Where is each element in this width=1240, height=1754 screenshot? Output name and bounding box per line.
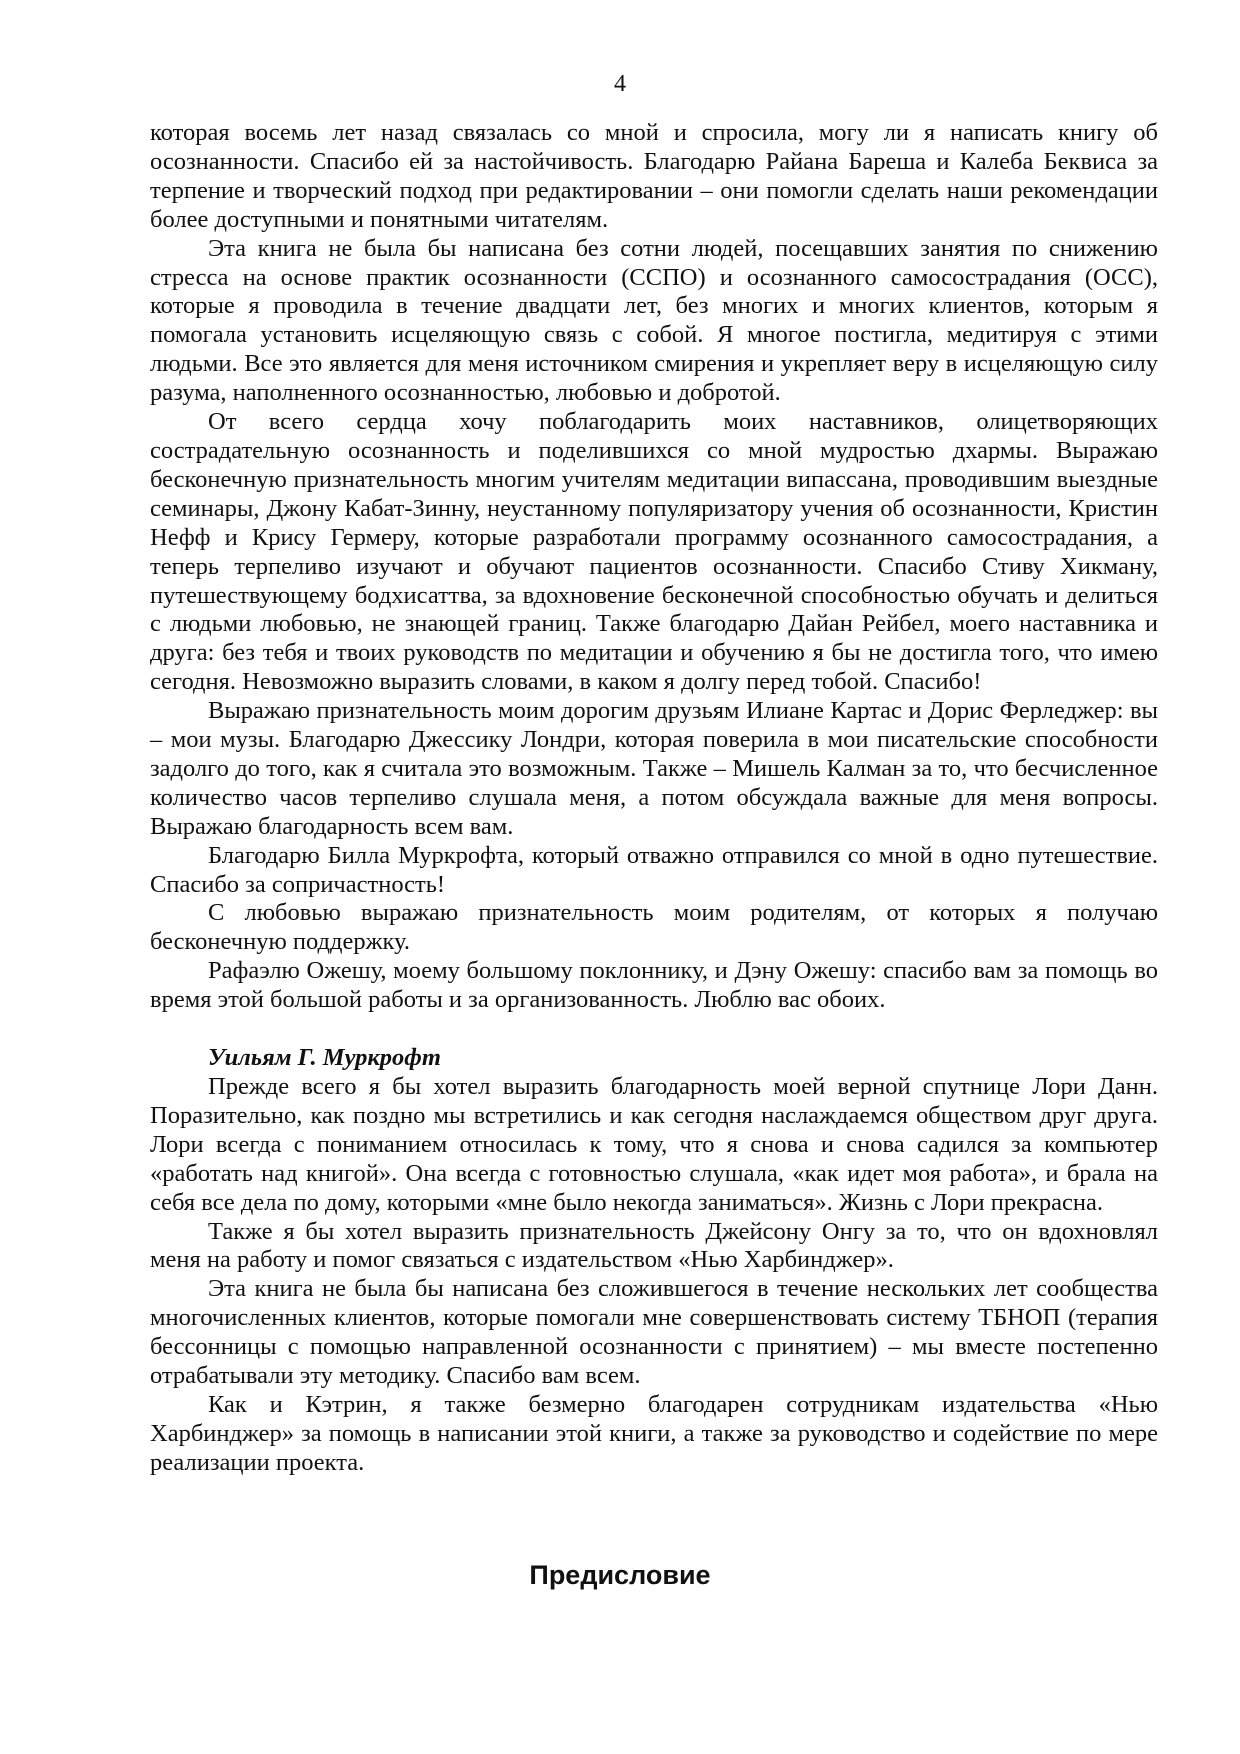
paragraph: Также я бы хотел выразить признательность Джейсону Онгу за то, что он вдохновлял меня на работу и помог связаться с издательством «Нью Харбинджер». [150,1217,1158,1274]
paragraph: От всего сердца хочу поблагодарить моих наставников, олицетворяющих сострадательную осознанность и поделившихся со мной мудростью дхармы. Выражаю бесконечную признательность многим учителям медитации випассана, проводившим выездные семинары, Джону Кабат-Зинну, неустанному популяризатору учения об осознанности, Кристин Нефф и Крису Гермеру, которые разработали программу осознанного самосострадания, а теперь терпеливо изучают и обучают пациентов осознанности. Спасибо Стиву Хикману, путешествующему бодхисаттва, за вдохновение бесконечной способностью обучать и делиться с людьми любовью, не знающей границ. Также благодарю Дайан Рейбел, моего наставника и друга: без тебя и твоих руководств по медитации и обучению я бы не достигла того, что имею сегодня. Невозможно выразить словами, в каком я долгу перед тобой. Спасибо! [150,408,1158,696]
paragraph: Прежде всего я бы хотел выразить благодарность моей верной спутнице Лори Данн. Поразительно, как поздно мы встретились и как сегодня наслаждаемся обществом друг друга. Лори всегда с пониманием относилась к тому, что я снова и снова садился за компьютер «работать над книгой». Она всегда с готовностью слушала, «как идет моя работа», и брала на себя все дела по дому, которыми «мне было некогда заниматься». Жизнь с Лори прекрасна. [150,1073,1158,1216]
page-number: 4 [614,71,626,97]
section-title: Предисловие [529,1560,711,1590]
author-heading: Уильям Г. Муркрофт [208,1044,441,1072]
paragraph: которая восемь лет назад связалась со мной и спросила, могу ли я написать книгу об осознанности. Спасибо ей за настойчивость. Благодарю Райана Бареша и Калеба Беквиса за терпение и творческий подход при редактировании – они помогли сделать наши рекомендации более доступными и понятными читателям. [150,119,1158,233]
paragraph: С любовью выражаю признательность моим родителям, от которых я получаю бесконечную поддержку. [150,899,1158,956]
page-body [150,119,1158,1478]
paragraph: Как и Кэтрин, я также безмерно благодарен сотрудникам издательства «Нью Харбинджер» за помощь в написании этой книги, а также за руководство и содействие по мере реализации проекта. [150,1390,1158,1476]
paragraph: Выражаю признательность моим дорогим друзьям Илиане Картас и Дорис Ферледжер: вы – мои музы. Благодарю Джессику Лондри, которая поверила в мои писательские способности задолго до того, как я считала это возможным. Также – Мишель Калман за то, что бесчисленное количество часов терпеливо слушала меня, а потом обсуждала важные для меня вопросы. Выражаю благодарность всем вам. [150,697,1158,840]
paragraph: Эта книга не была бы написана без сложившегося в течение нескольких лет сообщества многочисленных клиентов, которые помогали мне совершенствовать систему ТБНОП (терапия бессонницы с помощью направленной осознанности с принятием) – мы вместе постепенно отрабатывали эту методику. Спасибо вам всем. [150,1275,1158,1390]
paragraph: Рафаэлю Ожешу, моему большому поклоннику, и Дэну Ожешу: спасибо вам за помощь во время этой большой работы и за организованность. Люблю вас обоих. [150,957,1158,1014]
paragraph: Благодарю Билла Муркрофта, который отважно отправился со мной в одно путешествие. Спасибо за сопричастность! [150,841,1158,898]
paragraph: Эта книга не была бы написана без сотни людей, посещавших занятия по снижению стресса на основе практик осознанности (ССПО) и осознанного самосострадания (ОСС), которые я проводила в течение двадцати лет, без многих и многих клиентов, которым я помогала установить исцеляющую связь с собой. Я многое постигла, медитируя с этими людьми. Все это является для меня источником смирения и укрепляет веру в исцеляющую силу разума, наполненного осознанностью, любовью и добротой. [150,234,1158,407]
